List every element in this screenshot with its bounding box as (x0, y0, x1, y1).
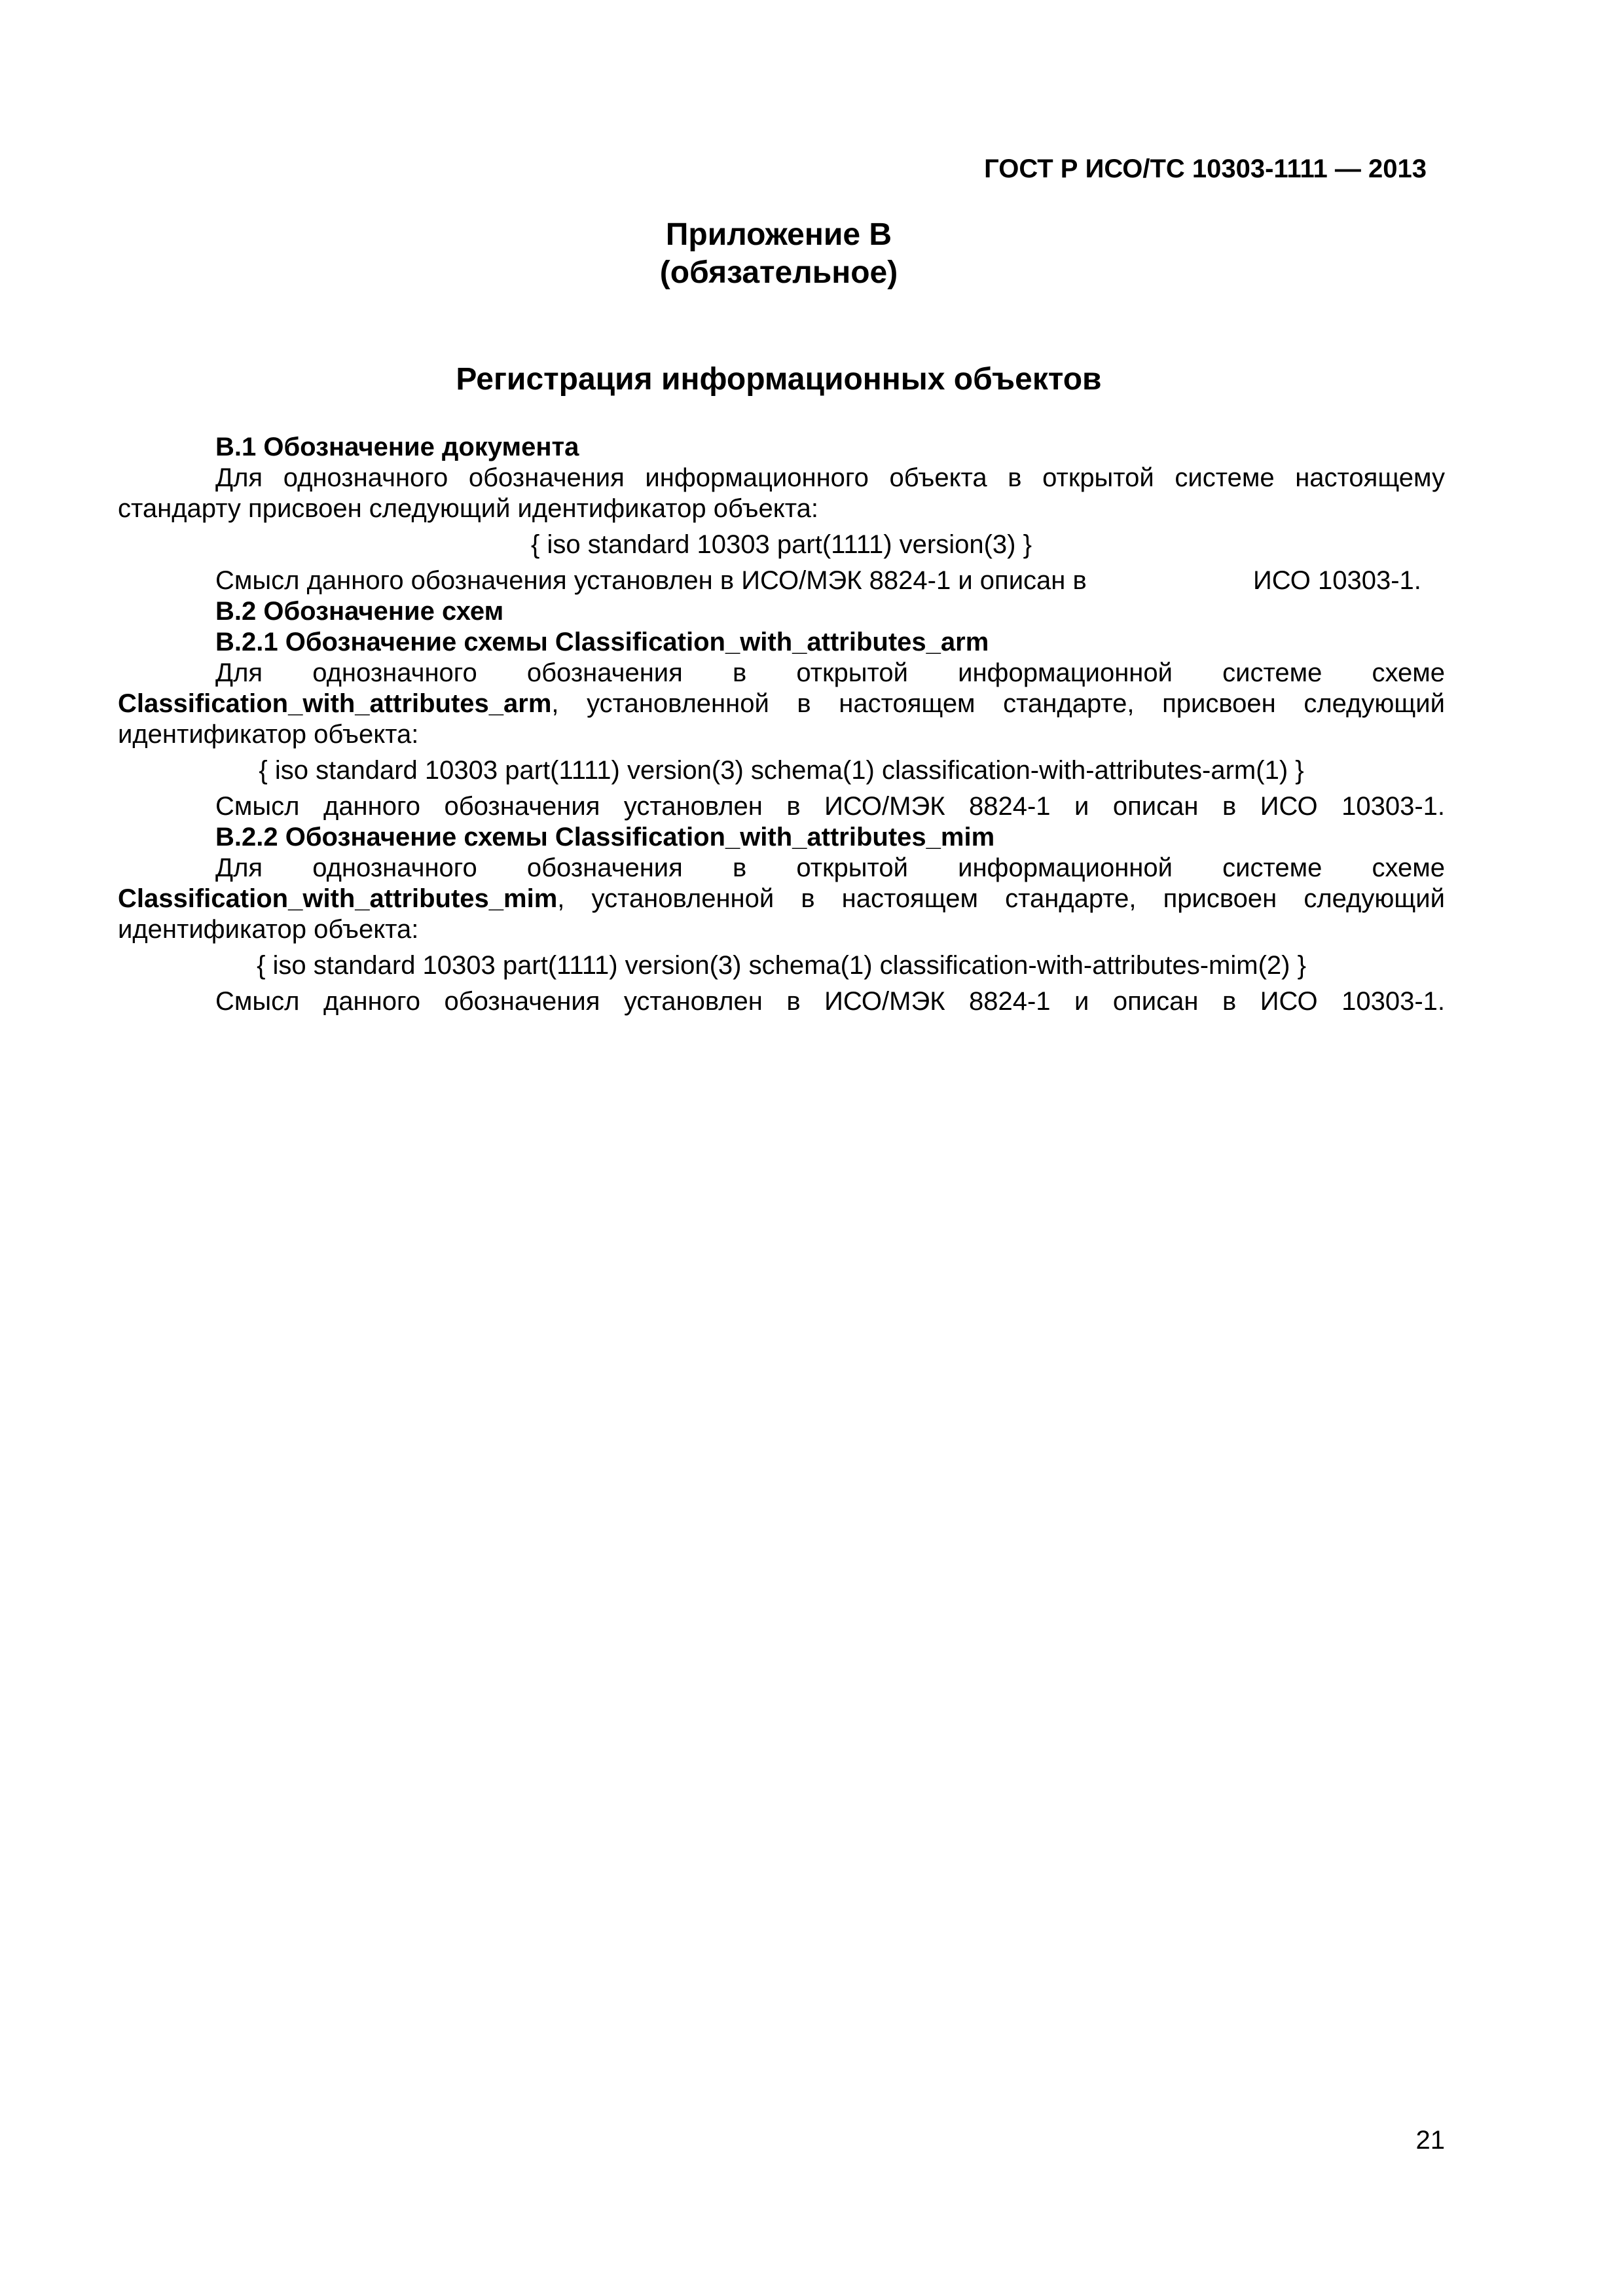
identifier-b1: { iso standard 10303 part(1111) version(3) } (531, 530, 1032, 559)
heading-b2: В.2 Обозначение схем (215, 597, 504, 626)
paragraph-b22-end: , установленной в настоящем стандарте, присвоен следующий идентификатор объекта: (118, 884, 1445, 944)
meaning-b21: Смысл данного обозначения установлен в ИСО/МЭК 8824-1 и описан в ИСО 10303-1. (215, 792, 1445, 821)
identifier-b22: { iso standard 10303 part(1111) version(3) schema(1) classification-with-attributes-mim(2) } (257, 951, 1306, 980)
heading-b22: В.2.2 Обозначение схемы Classification_with_attributes_mim (215, 823, 995, 852)
paragraph-b1: Для однозначного обозначения информационного объекта в открытой системе настоящему стандарту присвоен следующий идентификатор объекта: (118, 463, 1445, 523)
meaning-b1-reference: ИСО 10303-1. (1253, 566, 1421, 595)
section-title: Регистрация информационных объектов (456, 362, 1102, 397)
heading-b21: В.2.1 Обозначение схемы Classification_with_attributes_arm (215, 628, 989, 656)
meaning-b1 (118, 565, 1445, 596)
paragraph-b21-end: , установленной в настоящем стандарте, присвоен следующий идентификатор объекта: (118, 689, 1445, 749)
identifier-b21: { iso standard 10303 part(1111) version(3) schema(1) classification-with-attributes-arm(1) } (259, 756, 1304, 785)
meaning-b22: Смысл данного обозначения установлен в ИСО/МЭК 8824-1 и описан в ИСО 10303-1. (215, 987, 1445, 1016)
schema-name-mim: Classification_with_attributes_mim (118, 884, 558, 913)
meaning-b1-text: Смысл данного обозначения установлен в ИСО/МЭК 8824-1 и описан в (215, 566, 1087, 595)
paragraph-b22-start: Для однозначного обозначения в открытой информационной системе схеме (215, 853, 1445, 882)
page-number: 21 (1415, 2126, 1445, 2155)
document-body (118, 432, 1445, 1017)
paragraph-b21 (118, 658, 1445, 750)
annex-title (0, 216, 1558, 292)
standard-designation: ГОСТ Р ИСО/ТС 10303-1111 — 2013 (984, 154, 1427, 183)
schema-name-arm: Classification_with_attributes_arm (118, 689, 552, 718)
heading-b1: В.1 Обозначение документа (215, 433, 579, 461)
paragraph-b22 (118, 853, 1445, 945)
paragraph-b21-start: Для однозначного обозначения в открытой информационной системе схеме (215, 658, 1445, 687)
annex-title-line2: (обязательное) (659, 255, 898, 290)
annex-title-line1: Приложение В (665, 217, 892, 252)
